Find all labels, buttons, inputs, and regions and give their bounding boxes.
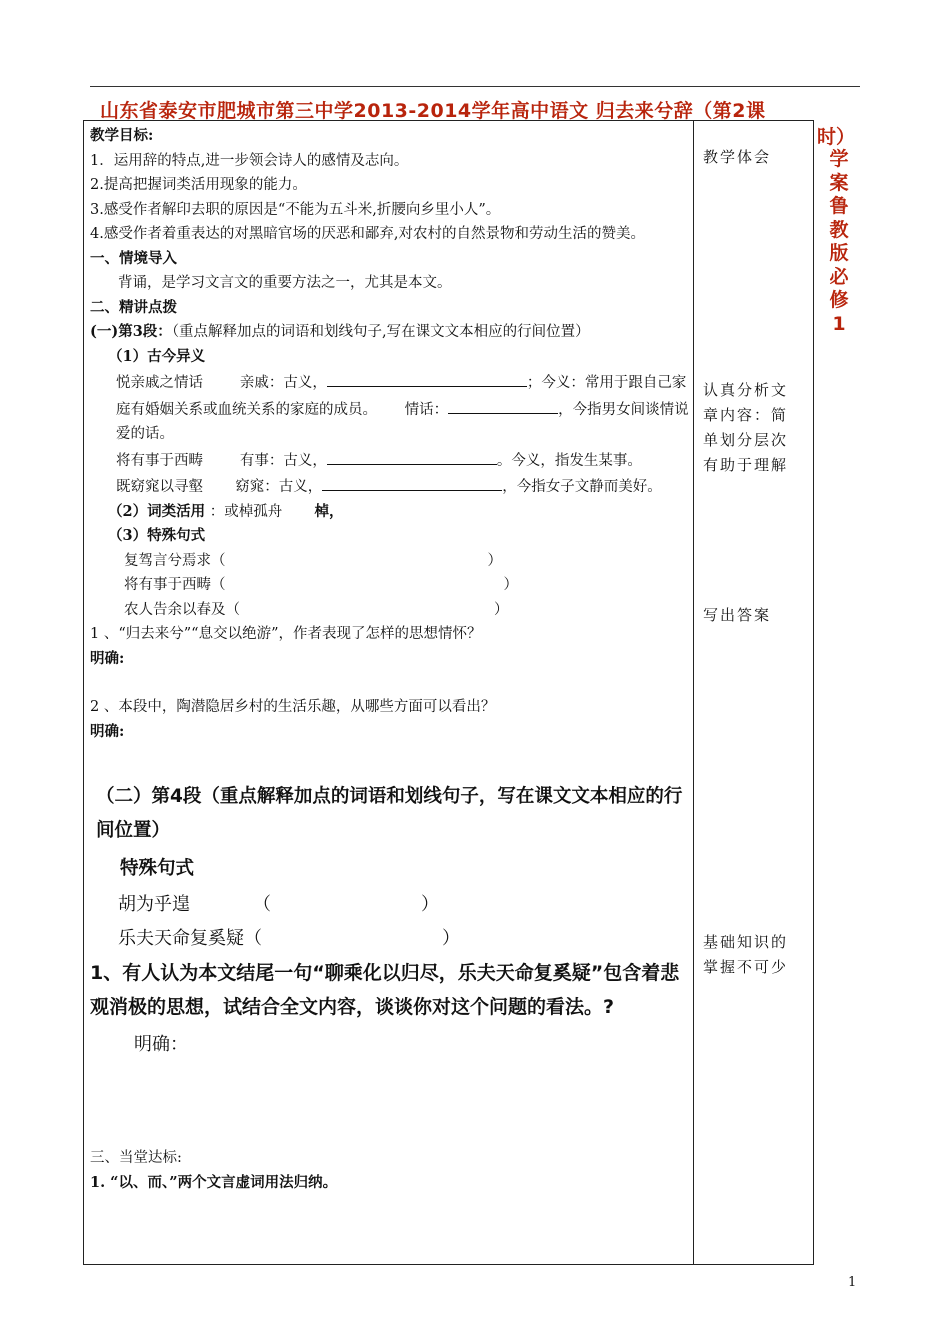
blank-line[interactable] <box>448 396 558 414</box>
exercise-line <box>90 447 690 474</box>
goals-heading: 教学目标: <box>90 127 154 144</box>
sentence-line <box>90 598 690 623</box>
sentence-line <box>90 922 690 956</box>
side-note: 基础知识的掌握不可少 <box>703 933 789 976</box>
subheading: （2）词类活用 <box>108 502 206 520</box>
goal-item: 1．运用辞的特点,进一步领会诗人的感情及志向。 <box>90 152 409 169</box>
side-note: 认真分析文章内容：简单划分层次有助于理解 <box>703 381 789 474</box>
goal-item: 4.感受作者着重表达的对黑暗官场的厌恶和鄙弃,对农村的自然景物和劳动生活的赞美。 <box>90 226 645 242</box>
bracket: ） <box>420 894 439 915</box>
sentence: 复驾言兮焉求（ <box>124 552 226 569</box>
section-text: 背诵，是学习文言文的重要方法之一，尤其是本文。 <box>118 275 452 291</box>
answer-space[interactable] <box>90 671 690 695</box>
column-divider <box>693 120 694 1265</box>
sentence: 乐夫天命复奚疑（ <box>118 928 262 949</box>
sentence: 农人告余以春及（ <box>124 601 240 618</box>
answer-label: 明确： <box>134 1034 188 1055</box>
question: 1 、“归去来兮”“息交以绝游”，作者表现了怎样的思想情怀？ <box>90 626 482 642</box>
sentence: 胡为乎遑 <box>118 894 190 915</box>
answer-label: 明确: <box>90 649 125 667</box>
subheading: （1）古今异义 <box>108 347 206 365</box>
bracket: ） <box>442 928 460 949</box>
document-title: 山东省泰安市肥城市第三中学2013-2014学年高中语文 归去来兮辞（第2课 <box>100 100 766 122</box>
subheading: 特殊句式 <box>120 858 195 879</box>
main-column <box>90 124 690 1195</box>
question: 2 、本段中，陶潜隐居乡村的生活乐趣，从哪些方面可以看出？ <box>90 699 496 715</box>
sentence-line <box>90 573 690 598</box>
section-heading: 二、精讲点拨 <box>90 298 177 316</box>
bracket: ） <box>487 552 502 569</box>
term: 棹， <box>314 502 344 520</box>
section-heading: 一、情境导入 <box>90 249 177 267</box>
bracket: ） <box>503 577 518 593</box>
term: 有事：古义， <box>239 452 327 469</box>
subheading-line <box>90 500 690 525</box>
document-title-continued: 时） <box>816 126 855 148</box>
phrase: 将有事于西畴 <box>116 452 203 469</box>
blank-line[interactable] <box>327 447 497 465</box>
task-item: 1. “以、而、”两个文言虚词用法归纳。 <box>90 1173 338 1191</box>
blank-line[interactable] <box>322 473 502 491</box>
sentence: 将有事于西畴（ <box>124 577 226 593</box>
goal-item: 2.提高把握词类活用现象的能力。 <box>90 177 307 193</box>
phrase: 悦亲戚之情话 <box>116 375 203 391</box>
explanation: ；今义：常用于跟自己家庭有婚姻关系或血统关系的家庭的成员。 <box>116 375 687 418</box>
goal-item: 3.感受作者解印去职的原因是“不能为五斗米,折腰向乡里小人”。 <box>90 201 501 218</box>
section-heading: 三、当堂达标: <box>90 1150 182 1166</box>
exercise-line <box>90 473 690 500</box>
blank-line[interactable] <box>327 369 527 387</box>
term: 情话： <box>404 401 449 418</box>
page-number: 1 <box>848 1275 857 1290</box>
subheading: （3）特殊句式 <box>108 527 206 544</box>
term: 窈窕：古义， <box>235 479 323 495</box>
phrase: 既窈窕以寻壑 <box>116 479 203 495</box>
part2-heading: （二）第4段（重点解释加点的词语和划线句子，写在课文文本相应的行间位置） <box>96 786 683 841</box>
explanation: ，今指女子文静而美好。 <box>502 479 662 495</box>
question: 1、有人认为本文结尾一句“聊乘化以归尽，乐夫天命复奚疑”包含着悲观消极的思想，试结合全文内容，谈谈你对这个问题的看法。? <box>90 962 680 1018</box>
explanation: ，今指男女间谈情说爱的话。 <box>116 401 689 442</box>
side-note: 写出答案 <box>703 606 772 624</box>
part1-heading-note: （重点解释加点的词语和划线句子,写在课文文本相应的行间位置） <box>171 324 590 340</box>
exercise-line <box>90 369 690 447</box>
bracket: ） <box>494 601 509 618</box>
explanation: 。今义，指发生某事。 <box>496 452 642 469</box>
sentence-line: 胡为乎遑 （ ） <box>118 894 439 915</box>
answer-label: 明确: <box>90 722 125 740</box>
part1-heading <box>90 320 690 345</box>
sentence-line <box>90 549 690 574</box>
phrase: ：或棹孤舟 <box>209 503 283 520</box>
part1-heading-label: (一)第3段： <box>90 323 172 340</box>
side-note-heading: 教学体会 <box>703 148 772 166</box>
term: 亲戚：古义， <box>239 375 327 391</box>
document-title-vertical: 学案鲁教版必修1 <box>829 148 849 335</box>
header-rule <box>90 86 860 87</box>
